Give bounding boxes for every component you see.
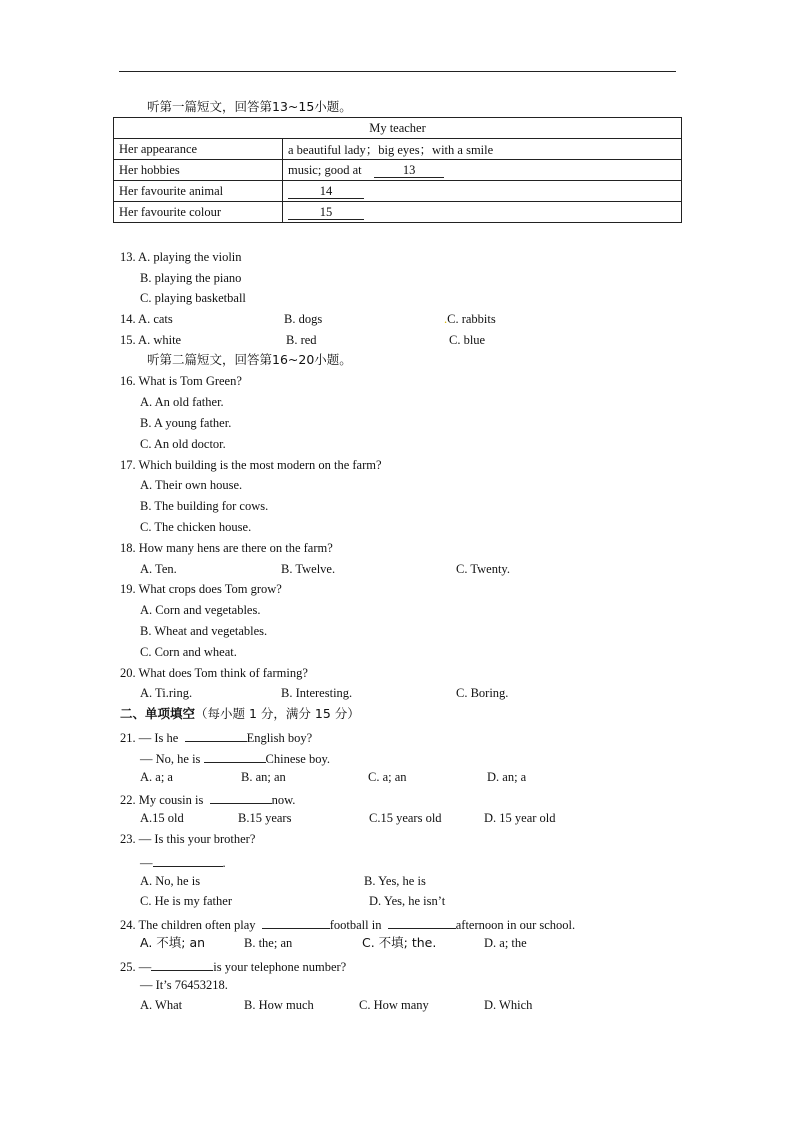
q22-option-b: B.15 years (238, 811, 292, 825)
q16-option-b: B. A young father. (140, 416, 232, 430)
q24-text: football in (329, 918, 382, 932)
table-row (114, 202, 682, 223)
answer-blank-14: 14 (288, 184, 364, 199)
q21-option-b: B. an; an (241, 770, 286, 784)
q14-option-a: 14. A. cats (120, 312, 173, 326)
q24-line1 (120, 914, 575, 933)
q19-stem: 19. What crops does Tom grow? (120, 582, 282, 596)
header-rule (119, 71, 676, 72)
q15-option-b: B. red (286, 333, 317, 347)
table-row (114, 139, 682, 160)
q24-option-d: D. a; the (484, 936, 527, 950)
q21-option-a: A. a; a (140, 770, 173, 784)
q24-option-c: C. 不填; the. (362, 935, 437, 950)
q24-text: afternoon in our school. (455, 918, 576, 932)
q21-line2 (140, 748, 330, 767)
q21-line1 (120, 727, 312, 746)
q23-text: — (140, 856, 153, 870)
q24-text: 24. The children often play (120, 918, 256, 932)
q25-option-c: C. How many (359, 998, 429, 1012)
q13-stem: 13. A. playing the violin (120, 250, 242, 264)
row-value (283, 202, 682, 223)
q14-option-b: B. dogs (284, 312, 323, 326)
section2-heading (120, 706, 360, 722)
q23-stem: 23. — Is this your brother? (120, 832, 256, 846)
q14-option-c: .C. rabbits (444, 312, 496, 326)
q20-stem: 20. What does Tom think of farming? (120, 666, 308, 680)
q22-blank (210, 789, 272, 804)
q21-text: English boy? (246, 731, 313, 745)
table-row (114, 160, 682, 181)
q23-option-c: C. He is my father (140, 894, 232, 908)
q16-stem: 16. What is Tom Green? (120, 374, 242, 388)
q16-option-a: A. An old father. (140, 395, 224, 409)
q22-option-a: A.15 old (140, 811, 184, 825)
q25-answer-line: — It’s 76453218. (140, 978, 228, 992)
q21-option-c: C. a; an (368, 770, 407, 784)
q17-option-a: A. Their own house. (140, 478, 243, 492)
q22-text: 22. My cousin is (120, 793, 204, 807)
q22-text: now. (271, 793, 296, 807)
q25-text: 25. — (120, 960, 152, 974)
q22-line1 (120, 789, 295, 808)
part2-instruction: 听第二篇短文，回答第16~20小题。 (147, 352, 352, 367)
row-value (283, 160, 682, 181)
q24-blank-1 (262, 914, 330, 929)
row-label: Her hobbies (114, 160, 283, 181)
q20-option-c: C. Boring. (456, 686, 509, 700)
q13-option-b: B. playing the piano (140, 271, 242, 285)
row-value-text: music; good at (288, 162, 362, 177)
q21-blank-2 (204, 748, 266, 763)
section2-note: （每小题 1 分，满分 15 分） (195, 706, 360, 721)
q21-text: — No, he is (140, 752, 201, 766)
q17-stem: 17. Which building is the most modern on the farm? (120, 458, 382, 472)
answer-blank-13: 13 (374, 163, 444, 178)
q17-option-c: C. The chicken house. (140, 520, 252, 534)
q23-option-d: D. Yes, he isn’t (369, 894, 446, 908)
table-caption: My teacher (114, 118, 682, 139)
q25-line1 (120, 956, 346, 975)
q19-option-c: C. Corn and wheat. (140, 645, 237, 659)
my-teacher-table (113, 117, 682, 223)
part1-instruction: 听第一篇短文，回答第13~15小题。 (147, 99, 352, 114)
q21-text: 21. — Is he (120, 731, 179, 745)
section2-title: 二、单项填空 (120, 706, 196, 721)
q25-text: is your telephone number? (213, 960, 347, 974)
q24-option-a: A. 不填; an (140, 935, 206, 950)
q25-blank (151, 956, 213, 971)
row-label: Her favourite colour (114, 202, 283, 223)
row-value: a beautiful lady；big eyes；with a smile (283, 139, 682, 160)
row-label: Her appearance (114, 139, 283, 160)
q22-option-c: C.15 years old (369, 811, 442, 825)
q24-option-b: B. the; an (244, 936, 293, 950)
q21-blank-1 (185, 727, 247, 742)
q18-option-c: C. Twenty. (456, 562, 510, 576)
table-row (114, 181, 682, 202)
answer-blank-15: 15 (288, 205, 364, 220)
q15-option-c: C. blue (449, 333, 486, 347)
q19-option-a: A. Corn and vegetables. (140, 603, 261, 617)
q18-option-b: B. Twelve. (281, 562, 336, 576)
q23-option-a: A. No, he is (140, 874, 201, 888)
q23-text: . (222, 856, 226, 870)
row-value (283, 181, 682, 202)
q21-option-d: D. an; a (487, 770, 527, 784)
q13-option-c: C. playing basketball (140, 291, 246, 305)
q18-option-a: A. Ten. (140, 562, 177, 576)
q25-option-a: A. What (140, 998, 183, 1012)
row-label: Her favourite animal (114, 181, 283, 202)
q22-option-d: D. 15 year old (484, 811, 556, 825)
q25-option-b: B. How much (244, 998, 314, 1012)
q24-blank-2 (388, 914, 456, 929)
q16-option-c: C. An old doctor. (140, 437, 226, 451)
q25-option-d: D. Which (484, 998, 533, 1012)
q14-option-c-text: C. rabbits (447, 312, 496, 326)
q15-option-a: 15. A. white (120, 333, 182, 347)
q23-option-b: B. Yes, he is (364, 874, 426, 888)
q23-blank (153, 852, 223, 867)
q20-option-b: B. Interesting. (281, 686, 353, 700)
q21-text: Chinese boy. (265, 752, 331, 766)
q18-stem: 18. How many hens are there on the farm? (120, 541, 333, 555)
q17-option-b: B. The building for cows. (140, 499, 269, 513)
q19-option-b: B. Wheat and vegetables. (140, 624, 268, 638)
q20-option-a: A. Ti.ring. (140, 686, 193, 700)
q23-line2 (140, 852, 226, 871)
